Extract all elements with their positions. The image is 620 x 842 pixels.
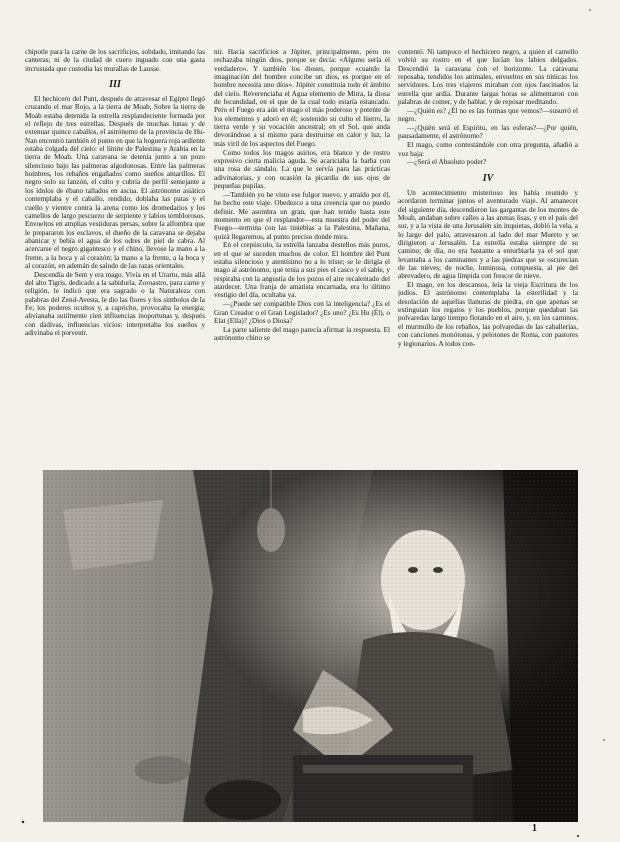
body-paragraph: Descendía de Sem y era mago. Vivía en el Urartu, más allá del alto Tigris, dedicado a la sabiduría. Zoroastro, para carne y religión, le indicó que era sagrado o la Naturaleza con palabras del Zend-Avesta, le dio las flores y los símbolos de la Fe; los poderes ocultos y, a capricho, provocaba la energía; alivianaba sutilmente cien influencias inoportunas y, después con dádivas, influencias vicios: interpretaba los sueños y adivinaba el porvenir. xyxy=(25,270,205,338)
body-paragraph: —¿Quién será el Espíritu, en las esferas?—¿Por quién, pausadamente, el astrónomo? xyxy=(398,124,578,141)
section-heading-iii: III xyxy=(109,79,121,91)
intro-paragraph: chipotle para la carne de los sacrificios, sobdado, imitando las canteras; ni de la ciudad de cuero inguado con una gasta incrustada que custodia las murallas de Lausse. xyxy=(25,48,205,73)
body-paragraph: En el crepúsculo, la estrella lanzaba destellos más puros, en el que se suceden muchos de color. El hombre del Punt estaba silencioso y atentísimo no a lo triste; se le dirigía el mago al astrónomo, que tenía a sus pies el casco y el sable, y respiraba con la angustia de los pozos el aire recalentado del atardecer. Una franja de amatista encarnada, era lo último vestigio del día, ocultaba ya. xyxy=(214,241,390,300)
body-paragraph: El mago, como contestándole con otra pregunta, añadió a voz baja: xyxy=(398,141,578,158)
body-paragraph: El mago, en los descansos, leía la vieja Escritura de los judíos. El astrónomo contemplaba la esterilidad y la desolación de aquellas llanuras de piedra, en que apenas se extinguían los regatos y los pueblos, porque quedaban las polvaredas largo tiempo flotando en el aire, y, en los caminos, el murmullo de los rebaños, las polvaredas de las caballerías, con canciones monótonas, y pelotones de Roma, con pastores y legionarios. A todos con- xyxy=(398,281,578,348)
body-paragraph: Como todos los magos asirios, era blanco y de rostro expresivo cierta malicia aguda. Se acariciaba la barba con una rosa de sándalo. La que le servía para las prácticas adivinatorias, y con ocasión la picardía de sus ojos de pequeñas pupilas. xyxy=(214,148,390,190)
body-paragraph: —¿Puede ser compatible Dios con la inteligencia? ¿Es el Gran Creador o el Gran Legislador? ¿Es uno? ¿Es Hu (Él), o Elat (Ella)? ¿Dios o Diosa? xyxy=(214,300,390,325)
text-column-2 xyxy=(214,48,390,466)
body-paragraph: nir. Hacía sacrificios a Júpiter, principalmente, pero no rechazaba ningún dios, porque se decía: «Alguno sería el verdadero». Y también los dioses, porque «cuando la imaginación del hombre concibe un dios, es porque en el hombre necesita uno dios». Júpiter constituía todo el ámbito del cielo. Reverenciaba el Agua elemento de Mitra, la diosa de fecundidad, en el que de la cual todo estaría estancado. Pero el Fuego era aún el mago el más poderoso y potente de los elementos y adoró en él; sostenido su culto el hierro, la tierra verde y su vocación ancestral; en el Sol, que anda devorándose a sí mismo para destruirse en calor y luz, la más viril de los aspectos del Fuego. xyxy=(214,48,390,148)
body-paragraph: Un acontecimiento misterioso les había reunido y acordaron terminar juntos el aventurado viaje. Al amanecer del siguiente día, descendieron las gargantas de los montes de Moab, andaban sobre calles a las arenas lisas, y en el país del sur, y a la vista de una Jerusalén sin inquietas, dobló la vela, a lo largo del palo, atravesaron al lado del mar Muerto y se dirigieron a Jerusalén. La estrella estaba siempre de su camino; de día, no era bastante a enturbiarla ya el sol que levantaba a los caminantes y a las piedras que se oscurecían de las nieves; de noche, luminosa, compuesta, al pie del abrevadero, de agua límpida con frescor de nieve. xyxy=(398,188,578,281)
body-paragraph: contentó. Ni tampoco el hechicero negro, a quien el camello volvió su rostro en el que lucían los labios delgados. Descendió la caravana con el horizonte. La caravana reposaba, tendidos los animales, envueltos en sus túnicas los servidores. Los tres viajeros miraban con ojos fascinados la estrella que ardía. Durante largas horas se alimentaron con palabras de comer, y de hablar, y de reposar meditando. xyxy=(398,48,578,107)
body-paragraph: —¿Quién es? ¿Él no es las formas que vemos?—susurró el negro. xyxy=(398,106,578,124)
body-paragraph: El hechicero del Punt, después de atravesar el Egipto llegó cruzando el mar Rojo, a la tierra de Moab. Sobre la tierra de Moab estaba detenida la estrella resplandeciente formada por el reflejo de tres estrellas. Después de muchas lunas y de extenuar quince caballos, el astrónomo de la provincia de Hu-Nan encontró también el punto en que la hoguera roja ardiente estaba colgada del cielo: el límite de Palestina y Arabia en la tierra de Moab. Una caravana se detenía junto a un pozo silencioso bajo las palmeras algodonosas. Entre las palmeras hombres, los rebaños engañados como sueños amarillos. El negro solo su lanzón, el culto y cubría de perfil semejante a los ídolos de ébano tallados en ascua. El astrónomo asiático contemplaba y el caballo, rendido, doblaba las patas y el cuello y vientre contra la arena como los dromedarios y los camellos de largo pescuezo de serpiente y labios temblorosos. Envueltos en amplias vestiduras persas, sobre la alfombra que le prepararon los esclavos, el dueño de la caravana se dejaba abanicar y bebía el agua de los odres de piel de cabra. Al acercarse el negro gigantesco y el chino, llevose la mano a la frente, a la boca y al corazón; la mano a la frente, a la boca y al corazón, en ademán de saludo de las razas orientales. xyxy=(25,95,205,270)
old-man-photo-illustration xyxy=(43,470,578,822)
text-column-3 xyxy=(398,48,578,466)
page-folio: 1 xyxy=(532,823,537,834)
section-heading-iv: IV xyxy=(482,172,494,184)
text-column-1 xyxy=(25,48,205,466)
body-paragraph: La parte saliente del mago parecía afirmar la respuesta. El astrónomo chino se xyxy=(214,325,390,343)
body-paragraph: —¿Será el Absoluto poder? xyxy=(407,158,487,167)
illustration-photo xyxy=(43,470,578,822)
body-paragraph: —También yo he visto ese fulgor nuevo, y atraído por él, he hecho este viaje. Obedezco a una creencia que no puedo definir. Me asombra un gran, que han tenido hasta este momento en que el resplandor—esta muestra del poder del Fuego—termina con las tinieblas a la Palestina. Mañana, quizá llegaremos, al punto preciso donde mira. xyxy=(214,190,390,241)
